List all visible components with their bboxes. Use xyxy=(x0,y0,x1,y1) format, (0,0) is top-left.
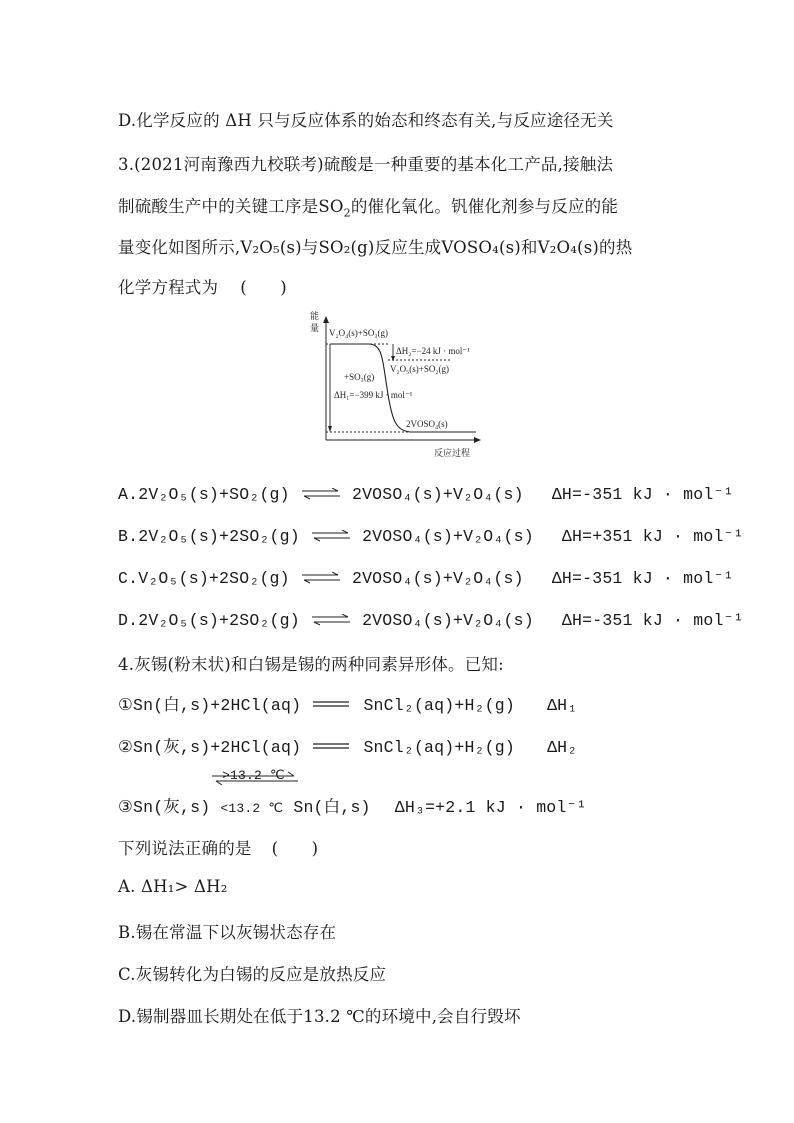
q3-stem-text: 化学方程式为 xyxy=(118,278,219,297)
diagram-dh2-arrowhead xyxy=(391,356,395,361)
equilibrium-arrow-icon xyxy=(312,532,350,542)
q4-eq3-left: ③Sn(灰,s) xyxy=(118,798,211,817)
q2-option-d: D.化学反应的 ΔH 只与反应体系的始态和终态有关,与反应途径无关 xyxy=(118,111,614,130)
q3-stem-line-4 xyxy=(118,274,287,298)
q3-stem-line-2-b: 的催化氧化。钒催化剂参与反应的能 xyxy=(350,197,619,216)
diagram-dh1-arrowhead xyxy=(328,426,332,432)
q4-eq3-cond-bottom: <13.2 ℃ xyxy=(220,801,284,816)
q4-eq2-right: SnCl₂(aq)+H₂(g) xyxy=(363,738,515,757)
q4-eq2 xyxy=(118,733,577,757)
q3-option-d-eq: 2V₂O₅(s)+2SO₂(g) xyxy=(138,611,300,630)
q3-stem-line-1: 3.(2021河南豫西九校联考)硫酸是一种重要的基本化工产品,接触法 xyxy=(118,155,614,174)
diagram-bottom-level-label: 2VOSO₄(s) xyxy=(406,419,448,429)
q3-option-a-eq: 2V₂O₅(s)+SO₂(g) xyxy=(138,485,290,504)
q4-eq1-dh: ΔH₁ xyxy=(547,696,578,715)
equilibrium-arrow-icon xyxy=(302,490,340,500)
diagram-y-arrowhead xyxy=(323,316,329,323)
q3-option-b-product: 2VOSO₄(s)+V₂O₄(s) xyxy=(362,527,534,546)
q4-eq1 xyxy=(118,691,577,715)
diagram-curve xyxy=(330,344,476,432)
diagram-x-label: 反应过程 xyxy=(434,448,471,458)
equals-arrow-icon xyxy=(313,701,351,711)
q4-option-a: A. ΔH₁> ΔH₂ xyxy=(118,877,228,896)
q4-answer-blank: ( ) xyxy=(271,839,319,858)
q3-answer-blank: ( ) xyxy=(240,278,287,297)
diagram-x-arrowhead xyxy=(474,437,481,443)
q3-option-a xyxy=(118,484,734,504)
q3-option-c xyxy=(118,568,734,588)
q4-eq3-cond-top: >13.2 ℃ xyxy=(222,768,285,783)
q4-eq1-left: ①Sn(白,s)+2HCl(aq) xyxy=(118,696,302,715)
q3-stem-line-3: 量变化如图所示,V₂O₅(s)与SO₂(g)反应生成VOSO₄(s)和V₂O₄(s)的热 xyxy=(118,238,633,257)
q3-option-b-dh: ΔH=+351 kJ · mol⁻¹ xyxy=(561,527,744,546)
q4-eq2-dh: ΔH₂ xyxy=(547,738,578,757)
q4-question-line xyxy=(118,835,318,859)
q3-option-a-dh: ΔH=-351 kJ · mol⁻¹ xyxy=(551,485,734,504)
q3-option-d-dh: ΔH=-351 kJ · mol⁻¹ xyxy=(561,611,744,630)
q3-option-c-eq: V₂O₅(s)+2SO₂(g) xyxy=(138,569,290,588)
q3-option-c-product: 2VOSO₄(s)+V₂O₄(s) xyxy=(351,569,524,588)
q4-eq3-right: Sn(白,s) xyxy=(293,798,371,817)
q3-stem-line-2 xyxy=(118,193,618,219)
diagram-dh2-label: ΔH₂=−24 kJ · mol⁻¹ xyxy=(396,346,470,356)
q4-option-b: B.锡在常温下以灰锡状态存在 xyxy=(118,923,337,942)
q3-option-c-label: C. xyxy=(118,569,139,588)
q4-eq2-left: ②Sn(灰,s)+2HCl(aq) xyxy=(118,738,302,757)
diagram-dh1-label: ΔH₁=−399 kJ · mol⁻¹ xyxy=(334,390,413,400)
q3-option-d-label: D. xyxy=(118,611,139,630)
diagram-y-label-1: 能 xyxy=(310,311,320,321)
q4-eq1-right: SnCl₂(aq)+H₂(g) xyxy=(363,696,515,715)
q3-option-b-label: B. xyxy=(118,527,139,546)
diagram-mid-level-label: V₂O₅(s)+SO₂(g) xyxy=(390,364,449,374)
q4-option-d: D.锡制器皿长期处在低于13.2 ℃的环境中,会自行毁坏 xyxy=(118,1007,521,1026)
q4-eq3-dh: ΔH₃=+2.1 kJ · mol⁻¹ xyxy=(394,798,587,817)
q3-option-c-dh: ΔH=-351 kJ · mol⁻¹ xyxy=(551,569,734,588)
q3-stem-line-2-sub: 2 xyxy=(343,206,351,220)
energy-diagram xyxy=(300,308,500,460)
diagram-top-level-label: V₂O₄(s)+SO₃(g) xyxy=(329,328,388,338)
diagram-y-label-2: 量 xyxy=(310,323,320,333)
q4-eq3 xyxy=(118,793,587,817)
reversible-arrow-icon xyxy=(212,771,298,785)
q3-option-d xyxy=(118,610,744,630)
q4-stem: 4.灰锡(粉末状)和白锡是锡的两种同素异形体。已知: xyxy=(118,655,504,674)
q4-question: 下列说法正确的是 xyxy=(118,839,252,858)
q4-option-c: C.灰锡转化为白锡的反应是放热反应 xyxy=(118,965,387,984)
q3-option-b xyxy=(118,526,744,546)
equilibrium-arrow-icon xyxy=(302,574,340,584)
q3-option-a-product: 2VOSO₄(s)+V₂O₄(s) xyxy=(351,485,524,504)
q3-stem-line-2-a: 制硫酸生产中的关键工序是SO xyxy=(118,197,344,216)
q3-option-a-label: A. xyxy=(118,485,139,504)
q3-option-b-eq: 2V₂O₅(s)+2SO₂(g) xyxy=(138,527,300,546)
equilibrium-arrow-icon xyxy=(312,616,350,626)
equals-arrow-icon xyxy=(313,743,351,753)
diagram-plus-so3: +SO₃(g) xyxy=(344,372,375,382)
q3-option-d-product: 2VOSO₄(s)+V₂O₄(s) xyxy=(362,611,534,630)
